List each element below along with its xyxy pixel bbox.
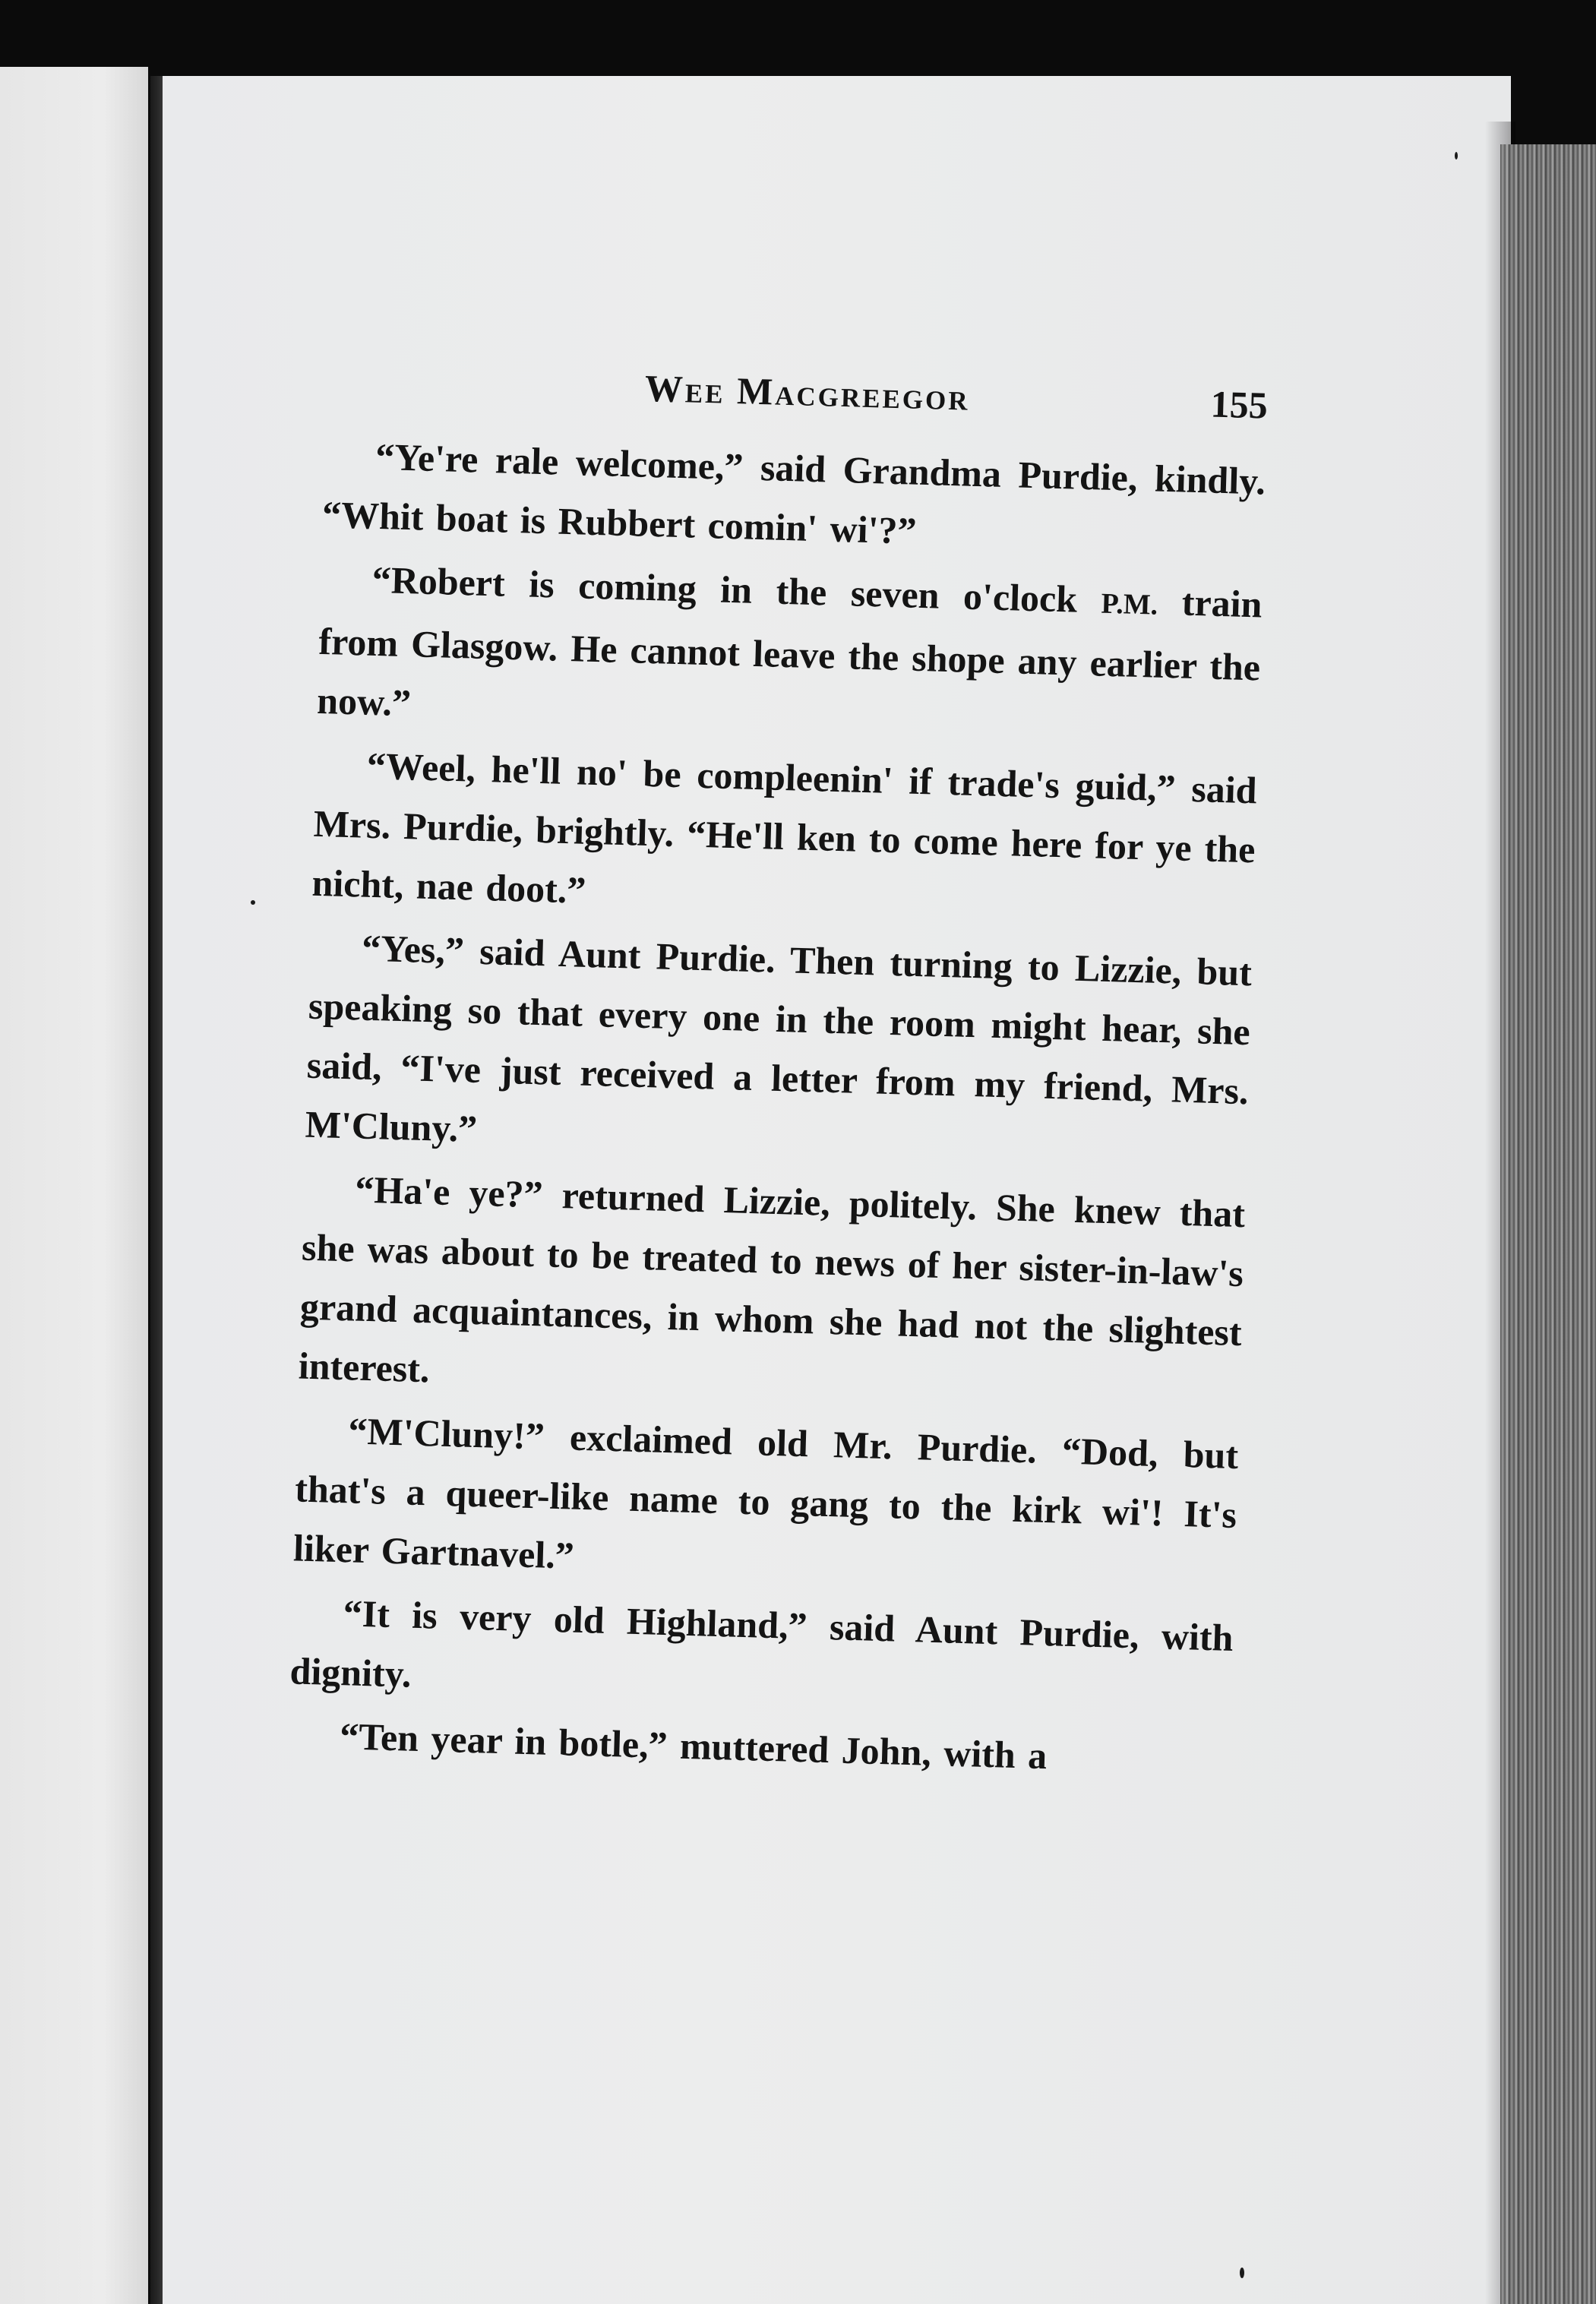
page-block-edges <box>1500 144 1596 2304</box>
paragraph: “Weel, he'll no' be compleenin' if trade's guid,” said Mrs. Purdie, brightly. “He'll ken to come here for ye the nicht, nae doot.” <box>311 744 1258 912</box>
page-number: 155 <box>1209 382 1269 427</box>
running-title: Wee Macgreegor <box>644 366 971 419</box>
paragraph: “Robert is coming in the seven o'clock P.M. train from Glasgow. He cannot leave the shope any earlier the now.” <box>316 558 1263 725</box>
paragraph: “Ha'e ye?” returned Lizzie, politely. She knew that she was about to be treated to news of her sister-in-law's grand acquaintances, in whom she had not the slightest interest. <box>298 1168 1246 1391</box>
paragraph: “Ten year in botle,” muttered John, with a <box>339 1715 1048 1778</box>
previous-page-edge <box>0 67 148 2304</box>
page-text-block <box>287 357 1268 1790</box>
paragraph: “Yes,” said Aunt Purdie. Then turning to Lizzie, but speaking so that every one in the room might hear, she said, “I've just received a letter from my friend, Mrs. M'Cluny.” <box>305 926 1253 1150</box>
scan-speck <box>1455 152 1458 160</box>
paragraph: “M'Cluny!” exclaimed old Mr. Purdie. “Dod, but that's a queer-like name to gang to the kirk wi'! It's liker Gartnavel.” <box>292 1409 1239 1577</box>
scan-speck <box>1240 2268 1244 2278</box>
paragraph: “Ye're rale welcome,” said Grandma Purdie, kindly. “Whit boat is Rubbert comin' wi'?” <box>321 435 1266 552</box>
time-abbreviation: P.M. <box>1100 587 1158 621</box>
scan-speck <box>251 900 255 905</box>
paragraph: “It is very old Highland,” said Aunt Purdie, with dignity. <box>289 1591 1234 1696</box>
